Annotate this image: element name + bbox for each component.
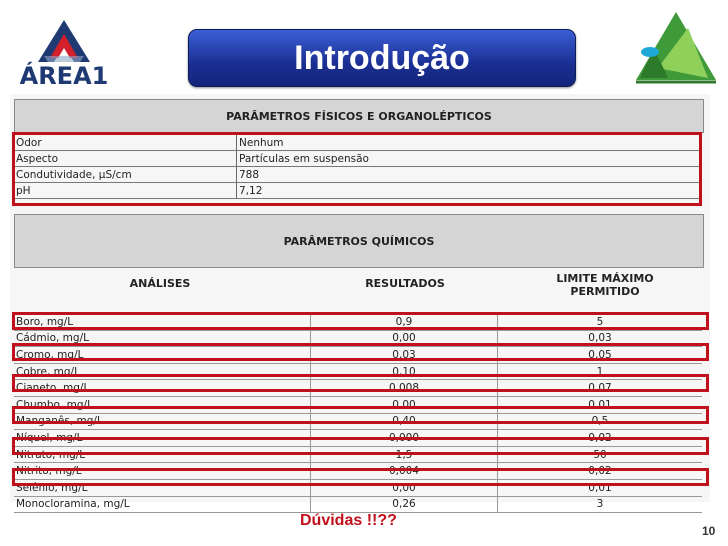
highlight-physical-params — [12, 132, 702, 206]
chemical-params-title: PARÂMETROS QUÍMICOS — [14, 214, 704, 268]
chemical-result: 0,00 — [311, 396, 498, 413]
chemical-limit: 0,01 — [498, 396, 703, 413]
chemical-analysis-name: Boro, mg/L — [14, 314, 311, 330]
title-banner — [188, 29, 576, 87]
chemical-result: 0,004 — [311, 463, 498, 480]
chemical-result: 0,40 — [311, 413, 498, 430]
physical-param-name: Odor — [14, 135, 237, 151]
chemical-result: 0,10 — [311, 363, 498, 380]
chemical-result: 0,000 — [311, 430, 498, 447]
chemical-result: 0,03 — [311, 347, 498, 364]
physical-param-value: 7,12 — [237, 183, 703, 199]
chemical-result: 0,008 — [311, 380, 498, 397]
chemical-analysis-name: Cobre, mg/L — [14, 363, 311, 380]
page-number: 10 — [702, 524, 716, 538]
highlight-row-cianeto — [12, 374, 709, 392]
highlight-row-cromo — [12, 343, 709, 361]
chemical-result: 0,26 — [311, 496, 498, 513]
chemical-limit: 0,05 — [498, 347, 703, 364]
chemical-analysis-name: Selênio, mg/L — [14, 479, 311, 496]
chemical-analysis-name: Manganês, mg/L — [14, 413, 311, 430]
highlight-row-boro — [12, 312, 709, 330]
physical-param-name: Condutividade, µS/cm — [14, 167, 237, 183]
chemical-limit: 5 — [498, 314, 703, 330]
column-header-limite — [510, 272, 700, 310]
chemical-analysis-name: Nitrato, mg/L — [14, 446, 311, 463]
chemical-limit: 0,07 — [498, 380, 703, 397]
chemical-limit: 3 — [498, 496, 703, 513]
chemical-limit: 50 — [498, 446, 703, 463]
physical-param-value: 788 — [237, 167, 703, 183]
chemical-result: 0,00 — [311, 479, 498, 496]
highlight-row-nitrato — [12, 437, 709, 455]
chemical-analysis-name: Cromo, mg/L — [14, 347, 311, 364]
chemical-analysis-name: Cianeto, mg/L — [14, 380, 311, 397]
physical-param-name: pH — [14, 183, 237, 199]
column-header-analises: ANÁLISES — [129, 277, 191, 290]
highlight-row-selenio — [12, 468, 709, 486]
area1-logo-icon — [14, 16, 114, 66]
area1-logo — [14, 16, 114, 94]
physical-param-value: Partículas em suspensão — [237, 151, 703, 167]
column-header-limite-line2: PERMITIDO — [570, 285, 640, 298]
column-header-limite-line1: LIMITE MÁXIMO — [556, 272, 654, 285]
chemical-limit: 1 — [498, 363, 703, 380]
chemical-analysis-name: Cádmio, mg/L — [14, 330, 311, 347]
page-title: Introdução — [294, 38, 470, 77]
column-header-resultados: RESULTADOS — [365, 277, 445, 290]
chemical-limit: 0,5 — [498, 413, 703, 430]
physical-param-value: Nenhum — [237, 135, 703, 151]
chemical-row — [14, 496, 702, 513]
physical-params-title: PARÂMETROS FÍSICOS E ORGANOLÉPTICOS — [14, 99, 704, 133]
chemical-limit: 0,02 — [498, 430, 703, 447]
chemical-analysis-name: Monocloramina, mg/L — [14, 496, 311, 513]
highlight-row-manganes — [12, 406, 709, 424]
doubts-question: Dúvidas !!?? — [300, 512, 397, 529]
chemical-analysis-name: Chumbo, mg/L — [14, 396, 311, 413]
leaf-logo-icon — [628, 8, 724, 90]
chemical-limit: 0,01 — [498, 479, 703, 496]
chemical-analysis-name: Níquel, mg/L — [14, 430, 311, 447]
logo-text: ÁREA1 — [19, 62, 109, 90]
chemical-limit: 0,03 — [498, 330, 703, 347]
chemical-result: 0,00 — [311, 330, 498, 347]
chemical-result: 0,9 — [311, 314, 498, 330]
chemical-analysis-name: Nitrito, mg/L — [14, 463, 311, 480]
chemical-result: 1,5 — [311, 446, 498, 463]
physical-param-name: Aspecto — [14, 151, 237, 167]
chemical-limit: 0,02 — [498, 463, 703, 480]
